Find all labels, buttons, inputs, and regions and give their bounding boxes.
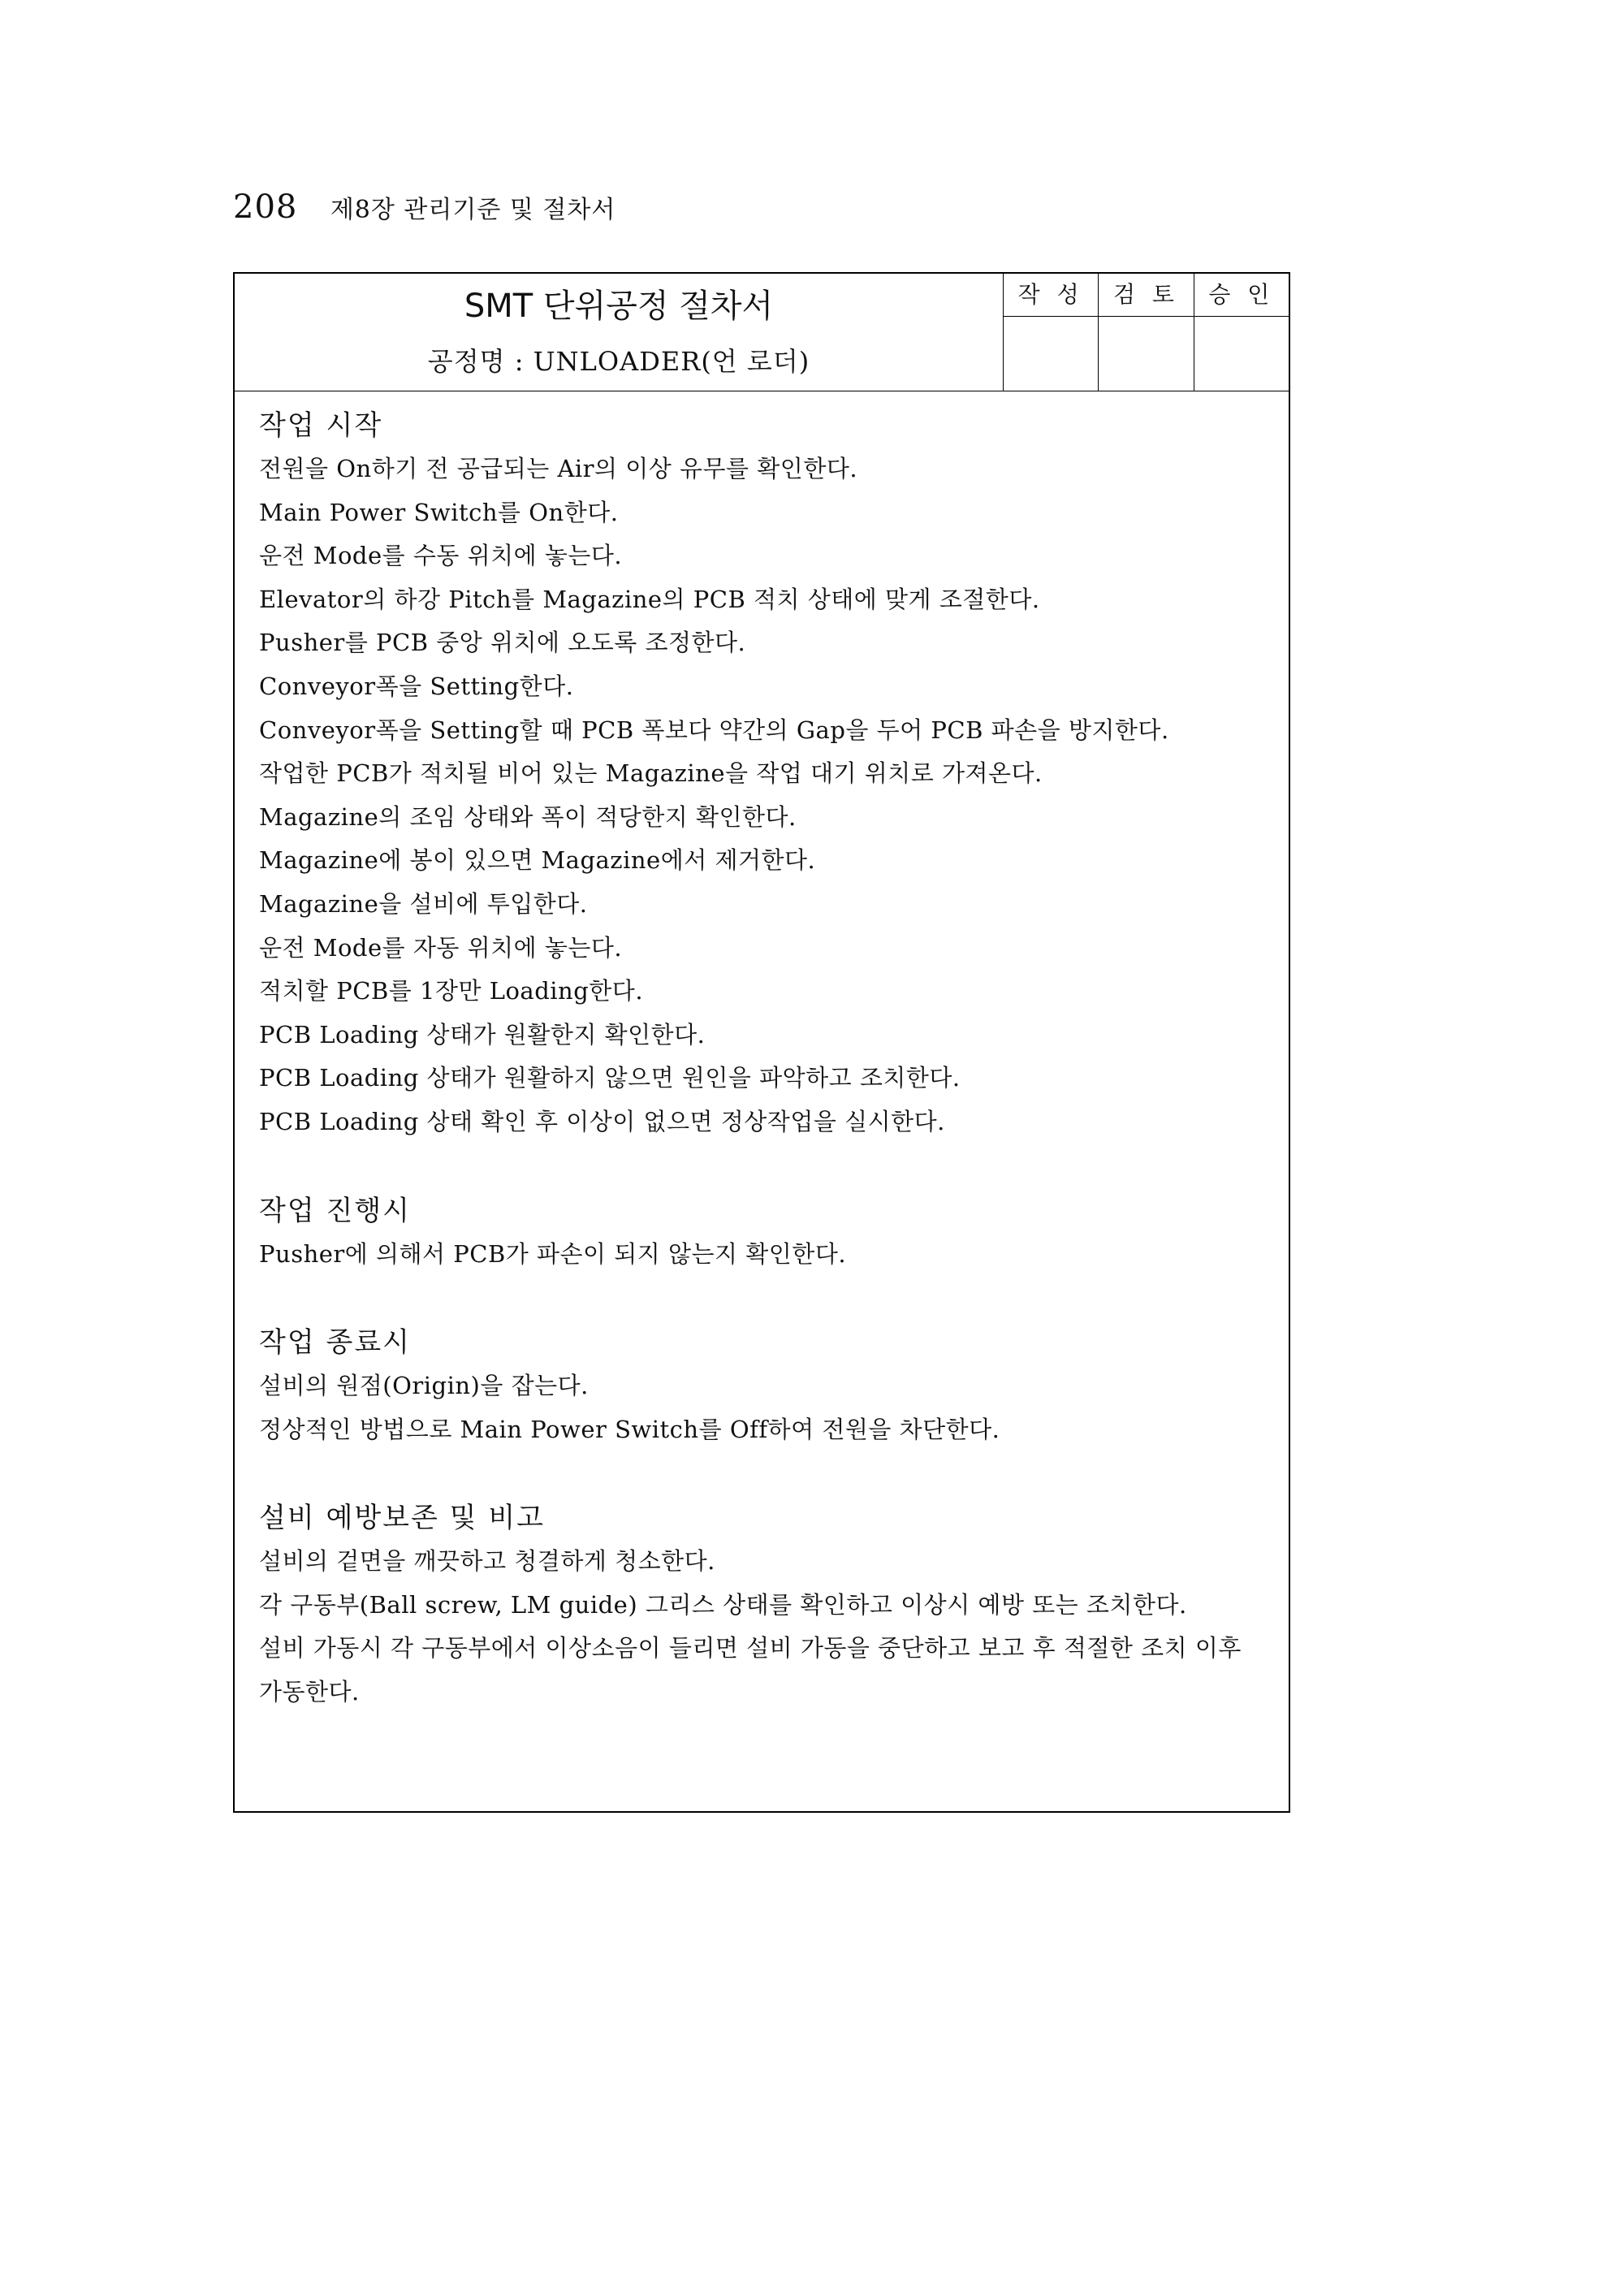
approval-column-approve — [1194, 274, 1289, 391]
section-spacer — [259, 1451, 1274, 1496]
procedure-step: PCB Loading 상태가 원활한지 확인한다. — [259, 1020, 706, 1049]
signature-box — [1194, 317, 1289, 391]
signature-box — [1099, 317, 1193, 391]
page-header — [233, 188, 615, 226]
procedure-step: Magazine을 설비에 투입한다. — [259, 889, 588, 918]
section-spacer — [259, 1144, 1274, 1189]
procedure-step: 작업한 PCB가 적치될 비어 있는 Magazine을 작업 대기 위치로 가져온다. — [259, 759, 1043, 788]
procedure-step: 운전 Mode를 수동 위치에 놓는다. — [259, 542, 623, 570]
procedure-step: Pusher에 의해서 PCB가 파손이 되지 않는지 확인한다. — [259, 1239, 847, 1268]
procedure-step: 설비의 원점(Origin)을 잡는다. — [259, 1372, 589, 1400]
procedure-step: 설비의 겉면을 깨끗하고 청결하게 청소한다. — [259, 1547, 715, 1576]
procedure-step: 각 구동부(Ball screw, LM guide) 그리스 상태를 확인하고 이상시 예방 또는 조치한다. — [259, 1590, 1187, 1619]
form-title-area — [235, 274, 1004, 391]
approval-label: 승 인 — [1194, 274, 1289, 317]
procedure-step: 운전 Mode를 자동 위치에 놓는다. — [259, 933, 623, 962]
procedure-step: Elevator의 하강 Pitch를 Magazine의 PCB 적치 상태에 맞게 조절한다. — [259, 585, 1040, 613]
approval-column-review — [1099, 274, 1194, 391]
procedure-step: PCB Loading 상태가 원활하지 않으면 원인을 파악하고 조치한다. — [259, 1064, 961, 1092]
procedure-step: 설비 가동시 각 구동부에서 이상소음이 들리면 설비 가동을 중단하고 보고 후 적절한 조치 이후 — [259, 1634, 1242, 1663]
form-title: SMT 단위공정 절차서 — [464, 288, 774, 325]
signature-box — [1004, 317, 1098, 391]
procedure-step: PCB Loading 상태 확인 후 이상이 없으면 정상작업을 실시한다. — [259, 1107, 945, 1135]
section-spacer — [259, 1276, 1274, 1321]
approval-column-author — [1004, 274, 1099, 391]
procedure-step: 전원을 On하기 전 공급되는 Air의 이상 유무를 확인한다. — [259, 455, 858, 482]
procedure-step: 적치할 PCB를 1장만 Loading한다. — [259, 977, 644, 1005]
procedure-form — [233, 272, 1290, 1813]
section-title-maintenance: 설비 예방보존 및 비고 — [259, 1502, 546, 1535]
procedure-step: Magazine의 조임 상태와 폭이 적당한지 확인한다. — [259, 802, 797, 831]
procedure-step: Conveyor폭을 Setting한다. — [259, 672, 574, 700]
procedure-content — [259, 404, 1274, 1714]
procedure-step: Main Power Switch를 On한다. — [259, 498, 619, 526]
approval-label: 작 성 — [1004, 274, 1098, 317]
section-title-start: 작업 시작 — [259, 409, 383, 442]
section-title-progress: 작업 진행시 — [259, 1194, 412, 1227]
procedure-step: 가동한다. — [259, 1678, 360, 1706]
procedure-step: 정상적인 방법으로 Main Power Switch를 Off하여 전원을 차단한다. — [259, 1415, 1000, 1443]
page-number: 208 — [233, 188, 298, 226]
procedure-step: Magazine에 봉이 있으면 Magazine에서 제거한다. — [259, 846, 816, 875]
chapter-title: 제8장 관리기준 및 절차서 — [330, 196, 616, 224]
process-name: 공정명 : UNLOADER(언 로더) — [427, 346, 810, 377]
procedure-step: Conveyor폭을 Setting할 때 PCB 폭보다 약간의 Gap을 두어 PCB 파손을 방지한다. — [259, 716, 1169, 744]
section-title-end: 작업 종료시 — [259, 1326, 412, 1360]
approval-label: 검 토 — [1099, 274, 1193, 317]
procedure-step: Pusher를 PCB 중앙 위치에 오도록 조정한다. — [259, 629, 746, 657]
approval-table — [1004, 274, 1289, 391]
